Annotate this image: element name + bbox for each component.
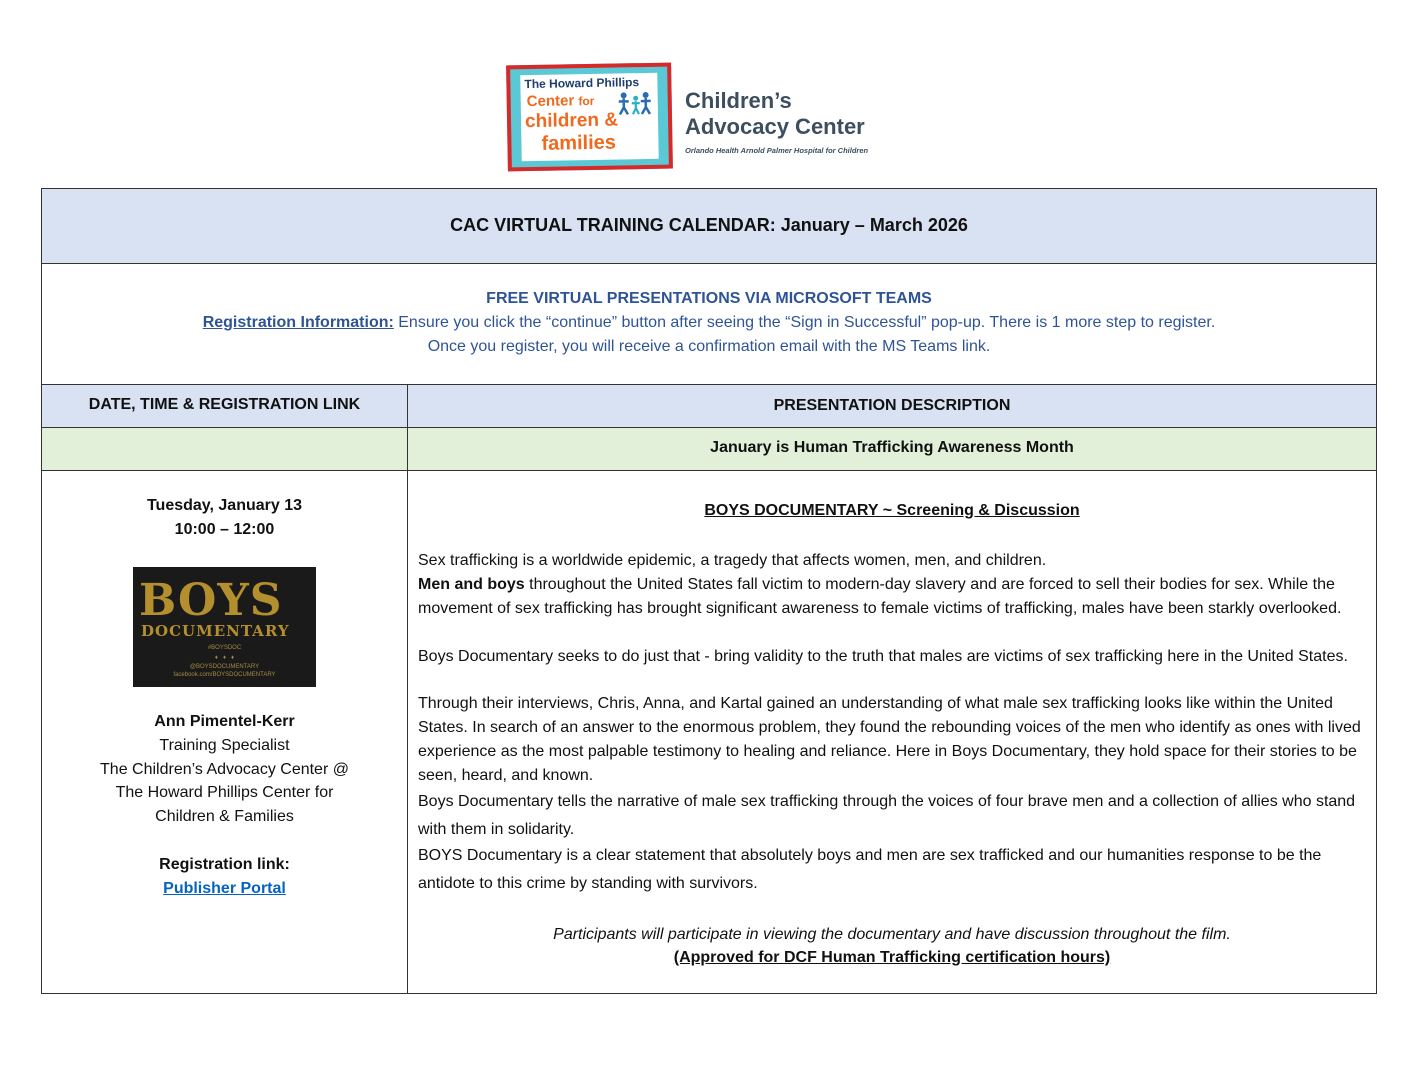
logo-center-text: Center for — [526, 92, 595, 111]
session-details-cell — [42, 471, 408, 993]
presenter-role: Training Specialist — [159, 737, 290, 754]
description-paragraph-2: Men and boys throughout the United States fall victim to modern-day slavery and are forced to sell their bodies for sex. While the movement of sex trafficking has brought significant awareness to female victims of trafficking, males have been starkly overlooked. — [418, 576, 1342, 617]
description-paragraph-6: BOYS Documentary is a clear statement that absolutely boys and men are sex trafficked and our humanities response to be the antidote to this crime by standing with survivors. — [418, 847, 1322, 892]
cac-logo-title: Children’s Advocacy Center — [685, 88, 865, 139]
calendar-title-row — [42, 189, 1376, 264]
registration-info-line — [42, 314, 1376, 332]
publisher-portal-link[interactable]: Publisher Portal — [163, 880, 286, 897]
boys-documentary-image: BOYS DOCUMENTARY #BOYSDOC ♦ ♦ ♦ @BOYSDOCUMENTARY facebook.com/BOYSDOCUMENTARY — [133, 567, 316, 687]
logo — [507, 62, 907, 174]
presentation-description-cell — [408, 471, 1376, 993]
cac-logo-subtitle: Orlando Health Arnold Palmer Hospital for Children — [685, 146, 869, 155]
free-presentations-heading: FREE VIRTUAL PRESENTATIONS VIA MICROSOFT TEAMS — [486, 290, 932, 307]
registration-info-row — [42, 264, 1376, 385]
theme-cell — [408, 428, 1376, 470]
presenter-org-line3: Children & Families — [155, 808, 294, 825]
certification-note: (Approved for DCF Human Trafficking certification hours) — [673, 949, 1111, 966]
description-paragraph-4: Through their interviews, Chris, Anna, and Kartal gained an understanding of what male sex trafficking looks like within the United States. In search of an answer to the enormous problem, they found the rebounding voices of the men who identify as ones with lived experience as the most palpable testimony to healing and reliance. Here in Boys Documentary, they hold space for their stories to be seen, heard, and known. — [418, 695, 1361, 784]
center-for-children-families-logo — [506, 63, 673, 172]
registration-link-label: Registration link: — [159, 856, 290, 873]
theme-row — [42, 428, 1376, 471]
right-column-header: PRESENTATION DESCRIPTION — [773, 397, 1011, 414]
registration-info-label: Registration Information: — [202, 314, 394, 331]
presenter-org-line2: The Howard Phillips Center for — [115, 784, 334, 801]
presenter-org-line1: The Children’s Advocacy Center @ — [100, 761, 349, 778]
participants-note: Participants will participate in viewing the documentary and have discussion throughout the film. — [553, 926, 1231, 943]
presentation-title: BOYS DOCUMENTARY ~ Screening & Discussion — [704, 502, 1080, 519]
logo-children-text: children & — [524, 109, 619, 133]
family-figures-icon — [618, 91, 652, 116]
session-time: 10:00 – 12:00 — [174, 521, 275, 538]
logo-top-text: The Howard Phillips — [524, 75, 640, 92]
session-row — [42, 471, 1376, 993]
registration-info-text: Ensure you click the “continue” button after seeing the “Sign in Successful” pop-up. There is 1 more step to register. — [393, 314, 1216, 331]
training-calendar-table — [41, 188, 1377, 994]
presenter-name: Ann Pimentel-Kerr — [154, 713, 295, 730]
description-paragraph-3: Boys Documentary seeks to do just that - bring validity to the truth that males are victims of sex trafficking here in the United States. — [418, 648, 1348, 665]
calendar-title: CAC VIRTUAL TRAINING CALENDAR: January – March 2026 — [450, 215, 968, 235]
confirmation-info: Once you register, you will receive a confirmation email with the MS Teams link. — [427, 338, 991, 355]
theme-text: January is Human Trafficking Awareness Month — [710, 439, 1074, 456]
session-date: Tuesday, January 13 — [146, 497, 303, 514]
left-column-header: DATE, TIME & REGISTRATION LINK — [42, 385, 408, 427]
description-paragraph-1: Sex trafficking is a worldwide epidemic, a tragedy that affects women, men, and children. — [418, 552, 1047, 569]
logo-families-text: families — [541, 131, 617, 155]
column-header-row — [42, 385, 1376, 428]
description-paragraph-5: Boys Documentary tells the narrative of male sex trafficking through the voices of four brave men and a collection of allies who stand with them in solidarity. — [418, 793, 1356, 838]
